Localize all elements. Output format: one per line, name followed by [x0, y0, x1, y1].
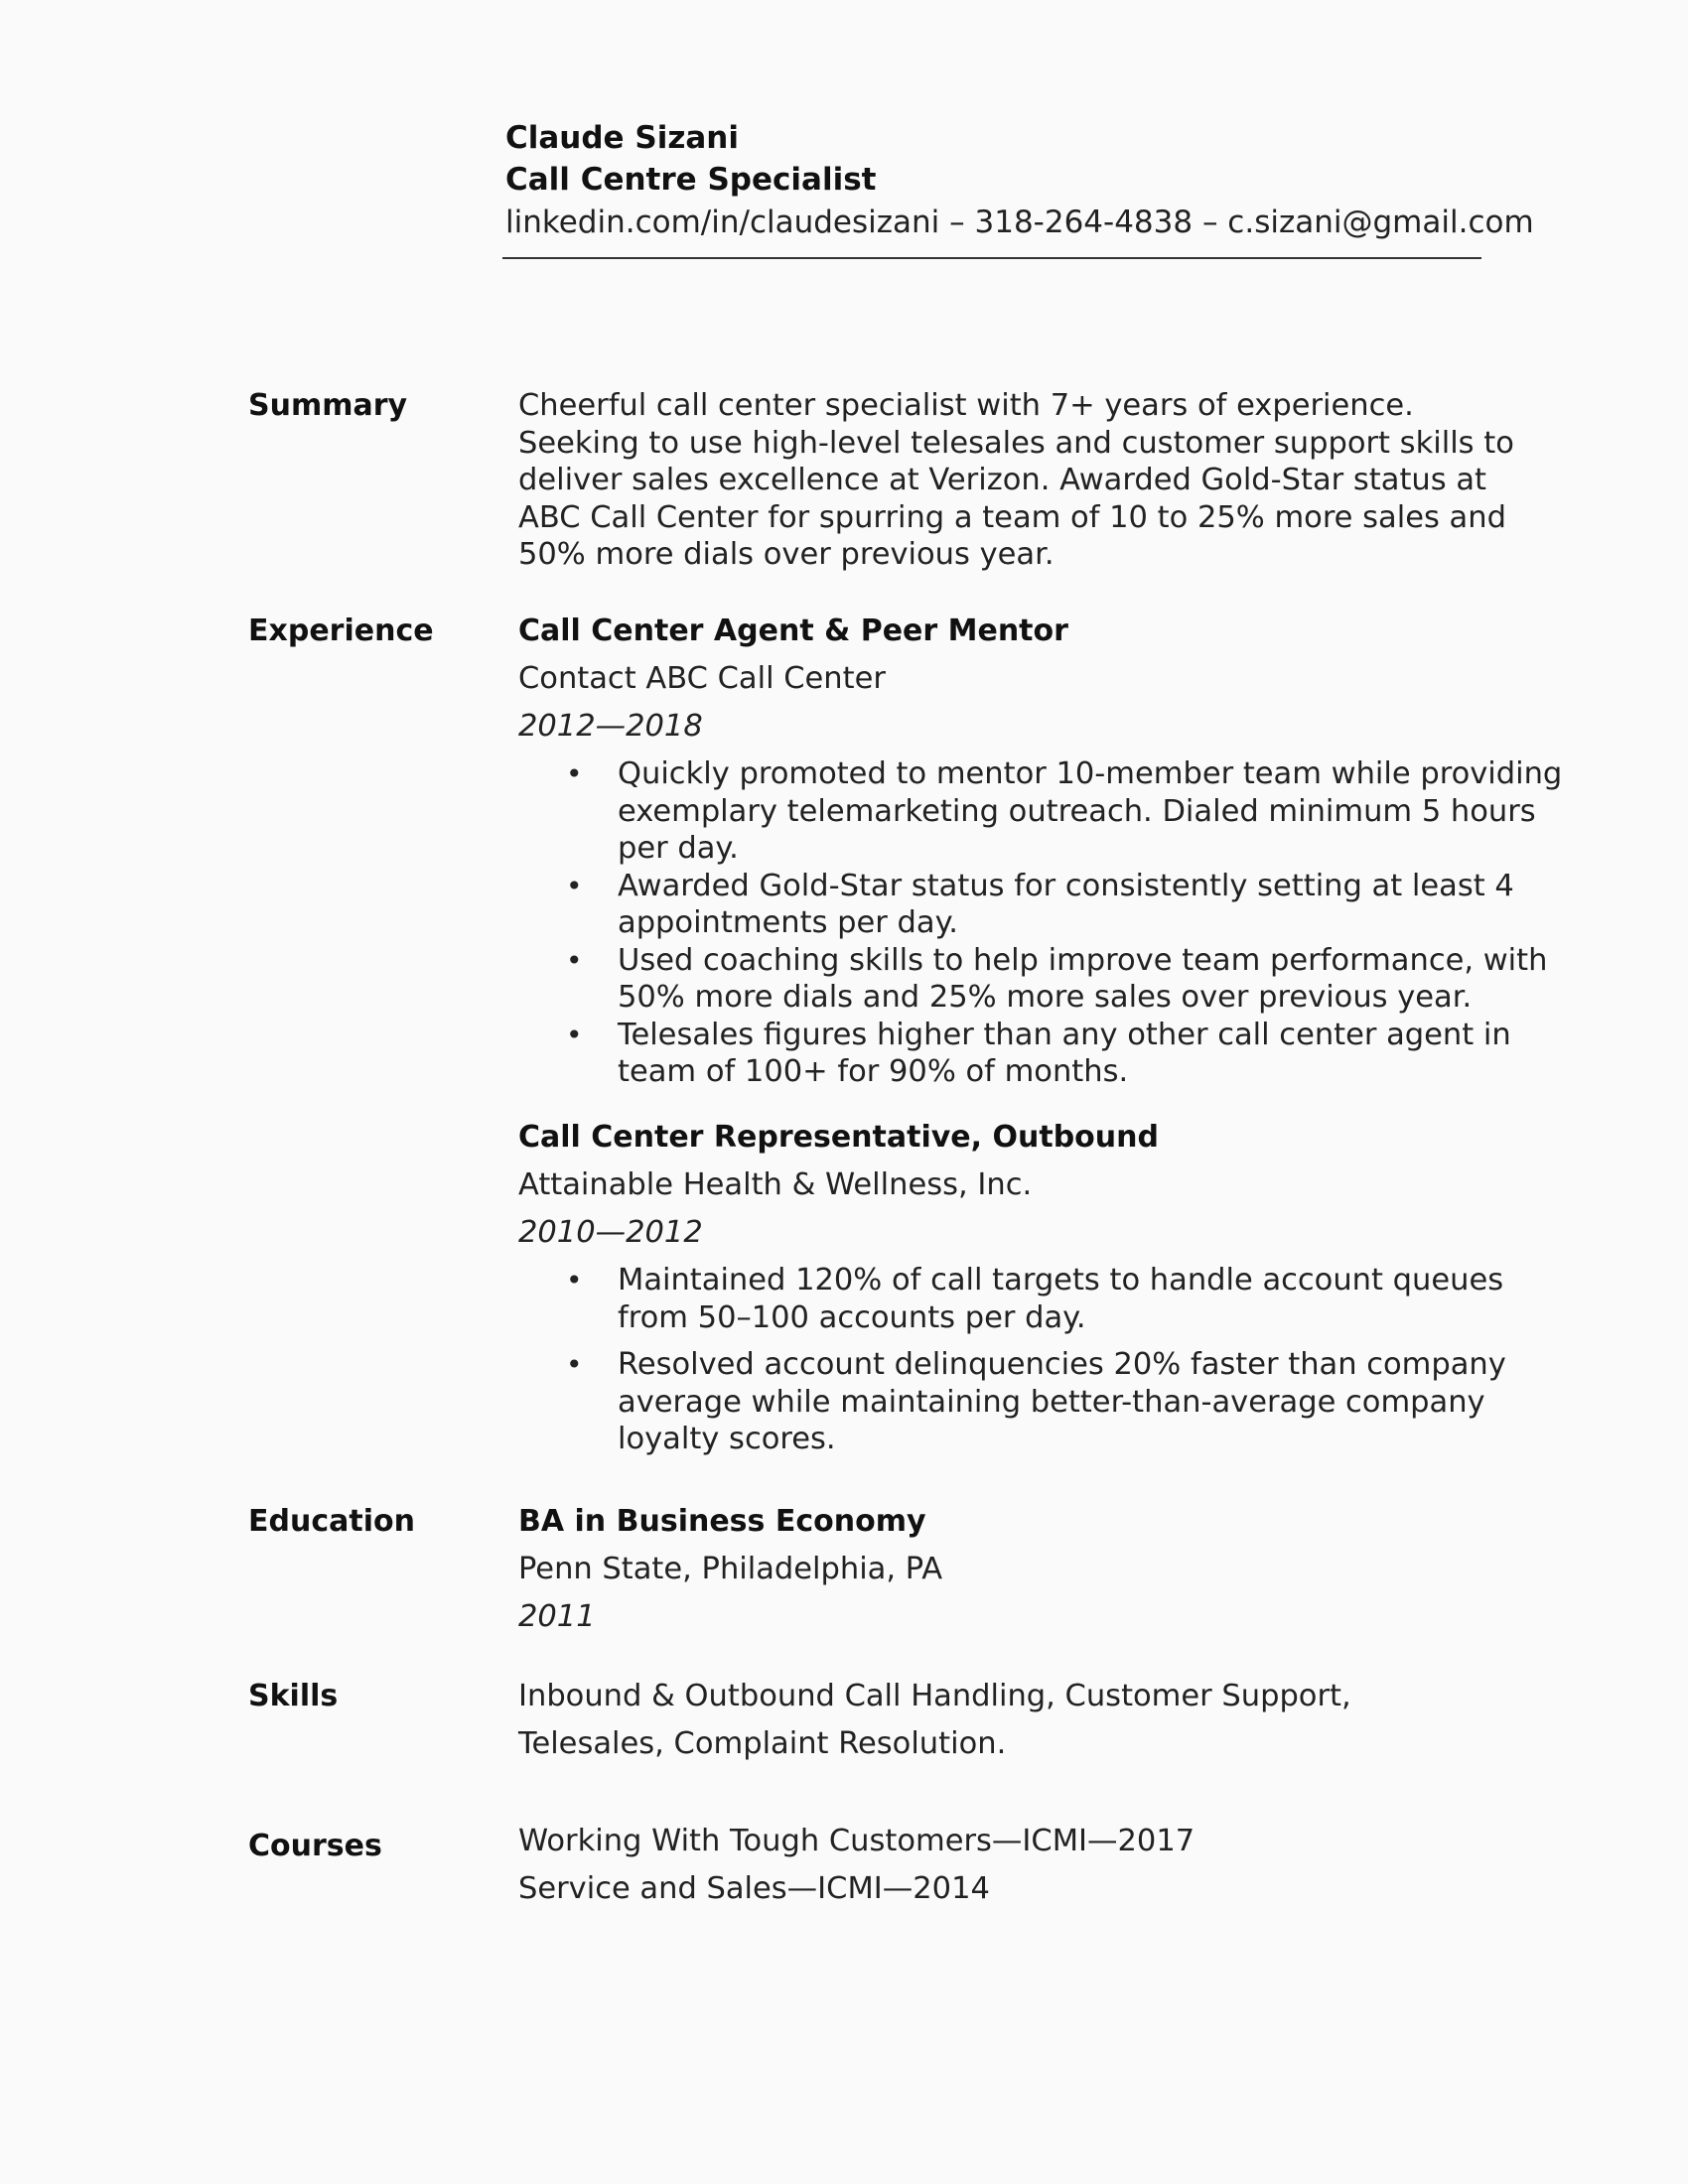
job-entry — [518, 613, 1563, 1091]
bullet-dot-icon: • — [566, 1348, 583, 1381]
degree-title: BA in Business Economy — [518, 1504, 926, 1539]
bullet-dot-icon: • — [566, 1264, 583, 1297]
candidate-name: Claude Sizani — [505, 120, 739, 156]
job-bullets — [518, 755, 1563, 1091]
job-bullets — [518, 1262, 1531, 1458]
header-divider — [502, 257, 1481, 259]
bullet-dot-icon: • — [566, 1018, 583, 1051]
bullet-item: • Telesales figures higher than any other call center agent in team of 100+ for 90% of months. — [566, 1017, 1511, 1089]
graduation-year: 2011 — [518, 1599, 596, 1634]
school-name: Penn State, Philadelphia, PA — [518, 1552, 943, 1586]
courses-section — [518, 1823, 1531, 1908]
skills-line: Inbound & Outbound Call Handling, Customer Support, — [518, 1679, 1351, 1713]
bullet-item: • Used coaching skills to help improve team performance, with 50% more dials and 25% more sales over previous year. — [566, 942, 1548, 1015]
candidate-role: Call Centre Specialist — [505, 162, 877, 198]
summary-text: Cheerful call center specialist with 7+ years of experience. Seeking to use high-level telesales and customer support skills to deliver sales excellence at Verizon. Awarded Gold-Star status at ABC Call Center for spurring a team of 10 to 25% more sales and 50% more dials over previous year. — [518, 388, 1514, 572]
skills-label: Skills — [248, 1679, 339, 1713]
course-item: Working With Tough Customers—ICMI—2017 — [518, 1824, 1196, 1858]
bullet-item: • Resolved account delinquencies 20% faster than company average while maintaining better-than-average company loyalty scores. — [566, 1347, 1506, 1456]
summary-section — [518, 387, 1521, 574]
job-dates: 2012—2018 — [518, 709, 703, 744]
skills-line: Telesales, Complaint Resolution. — [518, 1726, 1007, 1761]
job-dates: 2010—2012 — [518, 1215, 703, 1250]
job-company: Attainable Health & Wellness, Inc. — [518, 1167, 1033, 1202]
contact-line: linkedin.com/in/claudesizani – 318-264-4838 – c.sizani@gmail.com — [505, 205, 1534, 240]
skills-section — [518, 1678, 1531, 1763]
bullet-item: • Maintained 120% of call targets to handle account queues from 50–100 accounts per day. — [566, 1263, 1504, 1335]
course-item: Service and Sales—ICMI—2014 — [518, 1871, 990, 1906]
experience-label: Experience — [248, 614, 434, 648]
job-company: Contact ABC Call Center — [518, 661, 886, 696]
resume-header — [505, 117, 1534, 244]
bullet-item: • Awarded Gold-Star status for consistently setting at least 4 appointments per day. — [566, 868, 1514, 940]
job-entry — [518, 1119, 1531, 1458]
bullet-dot-icon: • — [566, 757, 583, 790]
job-title: Call Center Representative, Outbound — [518, 1120, 1159, 1155]
bullet-item: • Quickly promoted to mentor 10-member team while providing exemplary telemarketing outreach. Dialed minimum 5 hours per day. — [566, 756, 1563, 866]
job-title: Call Center Agent & Peer Mentor — [518, 614, 1068, 648]
bullet-dot-icon: • — [566, 943, 583, 977]
bullet-dot-icon: • — [566, 869, 583, 902]
education-label: Education — [248, 1504, 415, 1539]
education-section — [518, 1503, 1531, 1636]
summary-label: Summary — [248, 388, 408, 423]
courses-label: Courses — [248, 1829, 382, 1863]
